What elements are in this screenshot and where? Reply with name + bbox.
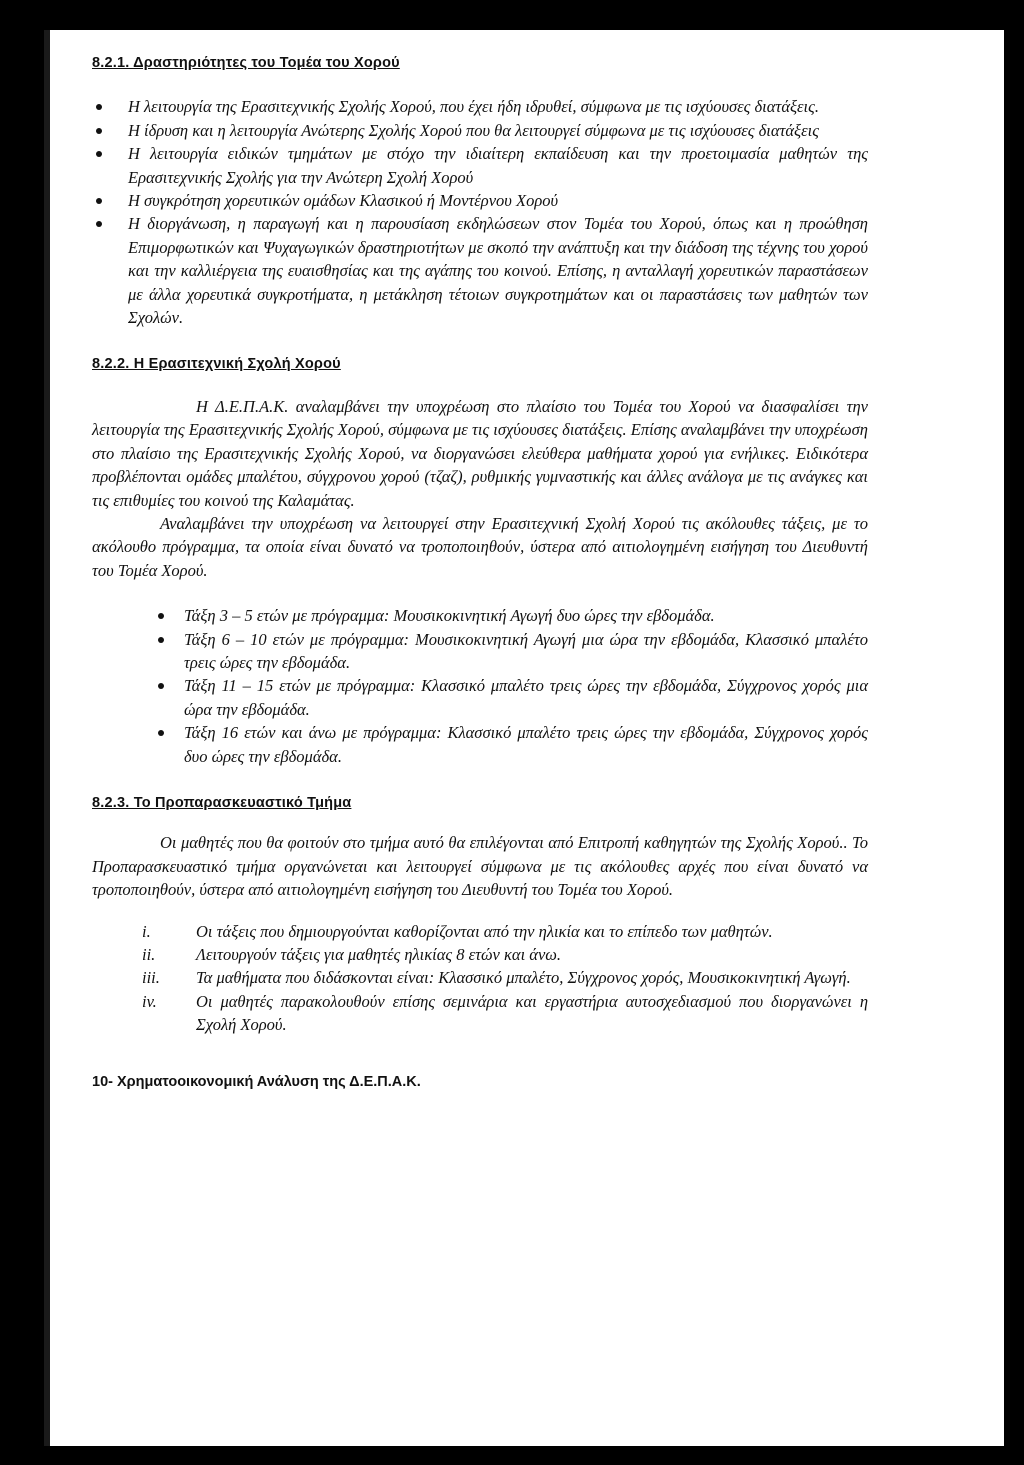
- list-item: [92, 966, 868, 989]
- list-item: Η διοργάνωση, η παραγωγή και η παρουσίαση εκδηλώσεων στον Τομέα του Χορού, όπως και η προώθηση Επιμορφωτικών και Ψυχαγωγικών δραστηριοτήτων με σκοπό την ανάπτυξη και την διάδοση της τέχνης του χορού και την καλλιέργεια της ευαισθησίας και της αγάπης του κοινού. Επίσης, η ανταλλαγή χορευτικών παραστάσεων με άλλα χορευτικά συγκροτήματα, η μετάκληση τέτοιων συγκροτημάτων και οι παραστάσεις των μαθητών των Σχολών.: [92, 212, 868, 329]
- page-footer: 10- Χρηματοοικονομική Ανάλυση της Δ.Ε.Π.Α.Κ.: [92, 1073, 421, 1090]
- list-item: [92, 920, 868, 943]
- list-number: iii.: [142, 968, 160, 988]
- list-item: Η λειτουργία της Ερασιτεχνικής Σχολής Χορού, που έχει ήδη ιδρυθεί, σύμφωνα με τις ισχύουσες διατάξεις.: [92, 95, 868, 118]
- list-text: Τα μαθήματα που διδάσκονται είναι: Κλασσικό μπαλέτο, Σύγχρονος χορός, Μουσικοκινητική Αγωγή.: [196, 968, 851, 988]
- section-heading-8-2-2: 8.2.2. Η Ερασιτεχνική Σχολή Χορού: [92, 356, 341, 373]
- list-text: Λειτουργούν τάξεις για μαθητές ηλικίας 8 ετών και άνω.: [196, 945, 562, 964]
- paragraph: Οι μαθητές που θα φοιτούν στο τμήμα αυτό θα επιλέγονται από Επιτροπή καθηγητών της Σχολής Χορού.. Το Προπαρασκευαστικό τμήμα οργανώνεται και λειτουργεί σύμφωνα με τις ακόλουθες αρχές που είναι δυνατό να τροποποιηθούν, ύστερα από αιτιολογημένη εισήγηση του Διευθυντή του Τομέα του Χορού.: [92, 833, 868, 900]
- list-text: Οι τάξεις που δημιουργούνται καθορίζονται από την ηλικία και το επίπεδο των μαθητών.: [196, 921, 773, 941]
- list-item: Η ίδρυση και η λειτουργία Ανώτερης Σχολής Χορού που θα λειτουργεί σύμφωνα με τις ισχύουσες διατάξεις: [92, 119, 868, 142]
- list-item: Τάξη 11 – 15 ετών με πρόγραμμα: Κλασσικό μπαλέτο τρεις ώρες την εβδομάδα, Σύγχρονος χορός μια ώρα την εβδομάδα.: [156, 674, 868, 721]
- principles-list: [92, 920, 868, 1037]
- paragraph: Η Δ.Ε.Π.Α.Κ. αναλαμβάνει την υποχρέωση στο πλαίσιο του Τομέα του Χορού να διασφαλίσει την λειτουργία της Ερασιτεχνικής Σχολής Χορού, σύμφωνα με τις ισχύουσες διατάξεις. Επίσης αναλαμβάνει την υποχρέωση στο πλαίσιο της Ερασιτεχνικής Σχολής Χορού, να διοργανώσει ελεύθερα μαθήματα χορού για ενήλικες. Ειδικότερα προβλέπονται ομάδες μπαλέτου, σύγχρονου χορού (τζαζ), ρυθμικής γυμναστικής και άλλες ανάλογα με τις ανάγκες και τις επιθυμίες του κοινού της Καλαμάτας.: [92, 396, 868, 510]
- list-item: Τάξη 3 – 5 ετών με πρόγραμμα: Μουσικοκινητική Αγωγή δυο ώρες την εβδομάδα.: [156, 604, 868, 627]
- list-item: [92, 990, 868, 1037]
- list-item: Τάξη 6 – 10 ετών με πρόγραμμα: Μουσικοκινητική Αγωγή μια ώρα την εβδομάδα, Κλασσικό μπαλέτο τρεις ώρες την εβδομάδα.: [156, 628, 868, 675]
- list-number: iv.: [142, 991, 157, 1011]
- document-content: [92, 52, 868, 1094]
- list-text: Οι μαθητές παρακολουθούν επίσης σεμινάρια και εργαστήρια αυτοσχεδιασμού που διοργανώνει η Σχολή Χορού.: [196, 991, 868, 1035]
- list-item: Η λειτουργία ειδικών τμημάτων με στόχο την ιδιαίτερη εκπαίδευση και την προετοιμασία μαθητών της Ερασιτεχνικής Σχολής για την Ανώτερη Σχολή Χορού: [92, 142, 868, 189]
- section-heading-8-2-1: 8.2.1. Δραστηριότητες του Τομέα του Χορού: [92, 55, 400, 71]
- list-number: i.: [142, 921, 151, 941]
- activities-list: [92, 95, 868, 329]
- list-item: [92, 943, 868, 966]
- list-item: Τάξη 16 ετών και άνω με πρόγραμμα: Κλασσικό μπαλέτο τρεις ώρες την εβδομάδα, Σύγχρονος χορός δυο ώρες την εβδομάδα.: [156, 721, 868, 768]
- section-heading-8-2-3: 8.2.3. Το Προπαρασκευαστικό Τμήμα: [92, 794, 352, 811]
- list-number: ii.: [142, 945, 156, 964]
- classes-list: [92, 604, 868, 768]
- paragraph: Αναλαμβάνει την υποχρέωση να λειτουργεί στην Ερασιτεχνική Σχολή Χορού τις ακόλουθες τάξεις, με το ακόλουθο πρόγραμμα, τα οποία είναι δυνατό να τροποποιηθούν, ύστερα από αιτιολογημένη εισήγηση του Διευθυντή του Τομέα Χορού.: [92, 513, 868, 580]
- list-item: Η συγκρότηση χορευτικών ομάδων Κλασικού ή Μοντέρνου Χορού: [92, 189, 868, 212]
